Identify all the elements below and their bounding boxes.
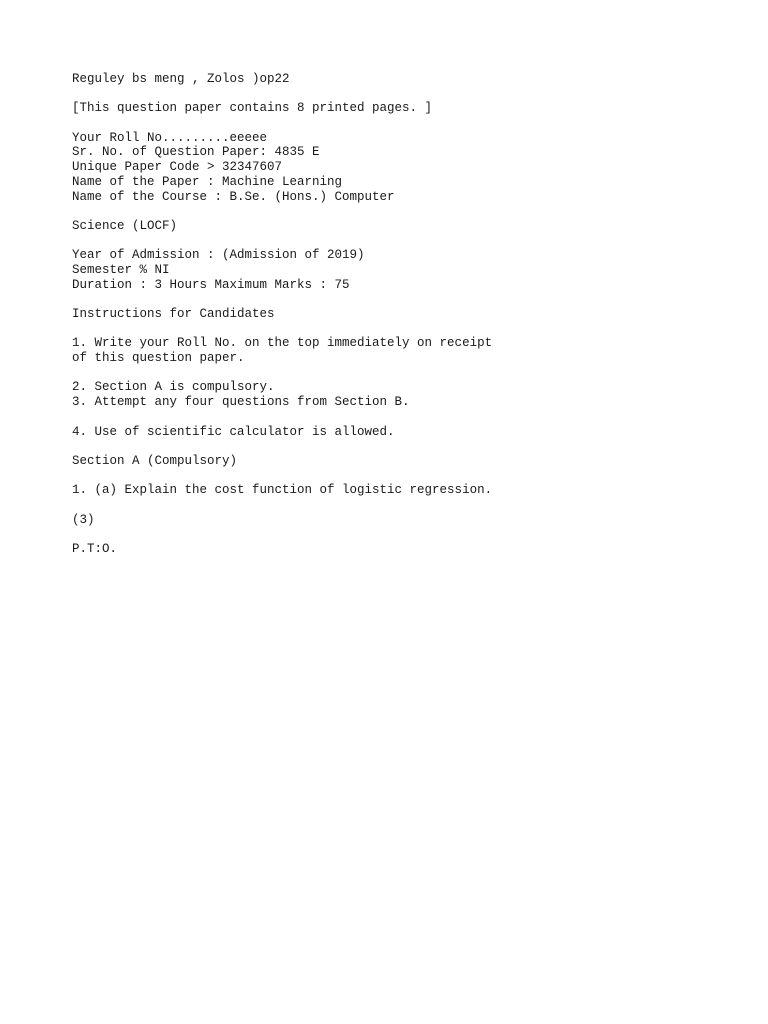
question-paper-page xyxy=(72,72,712,557)
question-1a-marks: (3) xyxy=(72,512,95,527)
admission-year: Year of Admission : (Admission of 2019) xyxy=(72,248,365,263)
spacer xyxy=(72,292,712,307)
semester: Semester % NI xyxy=(72,262,170,277)
instruction-1-line-2: of this question paper. xyxy=(72,351,245,366)
roll-number: Your Roll No.........eeeee xyxy=(72,130,268,145)
spacer xyxy=(72,204,712,219)
pages-note: [This question paper contains 8 printed pages. ] xyxy=(72,101,433,116)
instruction-4: 4. Use of scientific calculator is allowed. xyxy=(72,424,395,439)
spacer xyxy=(72,469,712,484)
spacer xyxy=(72,498,712,513)
spacer xyxy=(72,410,712,425)
spacer xyxy=(72,87,712,102)
instruction-1-line-1: 1. Write your Roll No. on the top immediately on receipt xyxy=(72,336,493,351)
serial-number: Sr. No. of Question Paper: 4835 E xyxy=(72,145,320,160)
spacer xyxy=(72,366,712,381)
spacer xyxy=(72,322,712,337)
instructions-title: Instructions for Candidates xyxy=(72,307,275,321)
spacer xyxy=(72,116,712,131)
spacer xyxy=(72,439,712,454)
please-turn-over: P.T:O. xyxy=(72,542,118,556)
course-name: Name of the Course : B.Se. (Hons.) Computer xyxy=(72,189,395,204)
unique-paper-code: Unique Paper Code > 32347607 xyxy=(72,160,283,175)
spacer xyxy=(72,234,712,249)
duration-marks: Duration : 3 Hours Maximum Marks : 75 xyxy=(72,277,350,292)
paper-name: Name of the Paper : Machine Learning xyxy=(72,174,343,189)
instruction-3: 3. Attempt any four questions from Section B. xyxy=(72,395,410,410)
question-1a: 1. (a) Explain the cost function of logistic regression. xyxy=(72,483,493,498)
spacer xyxy=(72,527,712,542)
section-a-title: Section A (Compulsory) xyxy=(72,453,238,468)
course-name-continued: Science (LOCF) xyxy=(72,218,178,233)
scan-note: Reguley bs meng , Zolos )op22 xyxy=(72,72,290,86)
instruction-2: 2. Section A is compulsory. xyxy=(72,380,275,395)
